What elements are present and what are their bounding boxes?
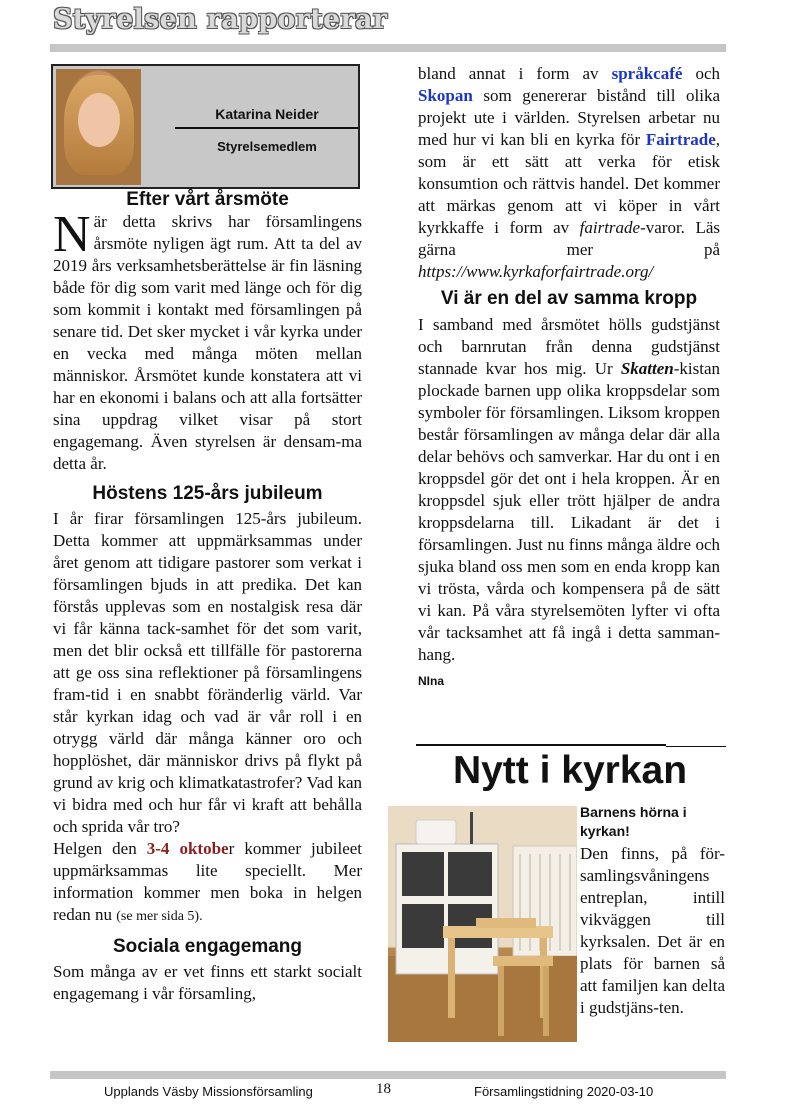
arsmote-text: När detta skrivs har församlingens årsmöte nyligen ägt rum. Att ta del av 2019 års verksamhetsberättelse är fin läsning både för dig som varit med länge och för dig som kommit i kontakt med församlingen på senare tid. Det sker mycket i vår kyrka under en vecka med många möten mellan människor. Årsmötet kunde konstatera att vi har en ekonomi i balans och att alla fortsätter sina uppdrag vilket visar på stort engagemang. Även styrelsen är densam-ma detta år. <box>53 206 362 473</box>
link-fairtrade[interactable]: Fairtrade <box>645 130 716 149</box>
sociala-continued-text: bland annat i form av språkcafé och Skopan som genererar bistånd till olika projekt ute i världen. Styrelsen arbetar nu med hur vi kan bli en kyrka för Fairtrade, som är ett sätt att verka för etisk konsumtion och rättvis handel. Det kommer att märkas genom att vi köper in vårt kyrkkaffe i form av fairtrade-varor. Läs gärna mer på https://www.kyrkaforfairtrade.org/ <box>418 64 721 281</box>
footer-rule <box>50 1071 726 1079</box>
news-title: Nytt i kyrkan <box>452 749 688 792</box>
jubileum-date-text: Helgen den 3-4 oktober kommer jubileet uppmärksammas lite speciellt. Mer information kommer men boka in helgen redan nu (se mer sida 5). <box>53 839 363 924</box>
kropp-text: I samband med årsmötet hölls gudstjänst och barnrutan från denna gudstjänst stannade kvar hos mig. Ur Skatten-kistan plockade barnen upp olika kroppsdelar som symboler för församlingen. Liksom kroppen består församlingen av många delar där alla delar behövs och samverkar. Har du ont i en kroppsdel gör det ont i hela kroppen. Är en kroppsdel sjuk eller trött hjälper de andra kroppsdelarna till. Likadant är det i församlingen. Just nu finns många äldre och sjuka bland oss men som en enda kropp kan vi trösta, vårda och kompensera på de sätt vi kan. På våra styrelsemöten lyfter vi ofta vår tacksamhet att få ingå i detta samman-hang. <box>418 315 721 664</box>
news-separator-thin <box>666 746 726 747</box>
link-sprakcafe[interactable]: språkcafé <box>611 64 683 83</box>
kids-corner-text: Den finns, på för-samlingsvåningens entreplan, intill vikväggen till kyrksalen. Det är en plats för barnen så att familjen kan delta i gudstjäns-ten. <box>580 844 725 1017</box>
sociala-text: Som många av er vet finns ett starkt socialt engagemang i vår församling, <box>53 962 362 1003</box>
news-separator <box>416 744 666 746</box>
drop-cap: N <box>53 206 91 263</box>
author-card <box>51 64 360 189</box>
page-title: Styrelsen rapporterar <box>53 4 388 35</box>
section-heading-kropp: Vi är en del av samma kropp <box>440 288 698 309</box>
left-column <box>53 189 362 1005</box>
right-column <box>418 63 720 692</box>
author-divider <box>175 127 359 129</box>
section-heading-sociala: Sociala engagemang <box>112 936 302 957</box>
section-heading-jubileum: Höstens 125-års jubileum <box>92 483 323 504</box>
kids-corner-illustration <box>388 806 577 1042</box>
header-rule <box>50 44 726 52</box>
page-number: 18 <box>376 1081 391 1097</box>
author-role: Styrelsemedlem <box>217 139 317 154</box>
author-photo <box>56 69 141 185</box>
signature: NIna <box>418 674 445 688</box>
author-name: Katarina Neider <box>215 106 319 122</box>
kids-corner-photo <box>388 806 577 1042</box>
link-skopan[interactable]: Skopan <box>418 86 473 105</box>
section-heading-arsmote: Efter vårt årsmöte <box>126 189 289 210</box>
kids-corner-heading: Barnens hörna i kyrkan! <box>580 804 687 839</box>
footer-church-name: Upplands Väsby Missionsförsamling <box>104 1084 313 1099</box>
footer-issue-date: Församlingstidning 2020-03-10 <box>474 1084 654 1099</box>
jubileum-text: I år firar församlingen 125-års jubileum. Detta kommer att uppmärksammas under året genom att tidigare pastorer som verkat i församlingen bjuds in att predika. Det kan förstås upplevas som en nostalgisk resa där vi får känna tack-samhet för det som varit, men det blir också ett tillfälle för pastorerna att ge oss sina reflektioner på församlingens fram-tid i en snabbt föränderlig värld. Var står kyrkan idag och vad är vår roll i en otrygg värld där många känner oro och hopplöshet, där människor drivs på flykt på grund av krig och klimatkatastrofer? Vad kan vi bidra med och hur får vi kraft att behålla och sprida vår tro? <box>53 509 362 836</box>
fairtrade-url[interactable]: https://www.kyrkaforfairtrade.org/ <box>418 262 654 281</box>
jubileum-date: 3-4 oktobe <box>146 839 229 858</box>
